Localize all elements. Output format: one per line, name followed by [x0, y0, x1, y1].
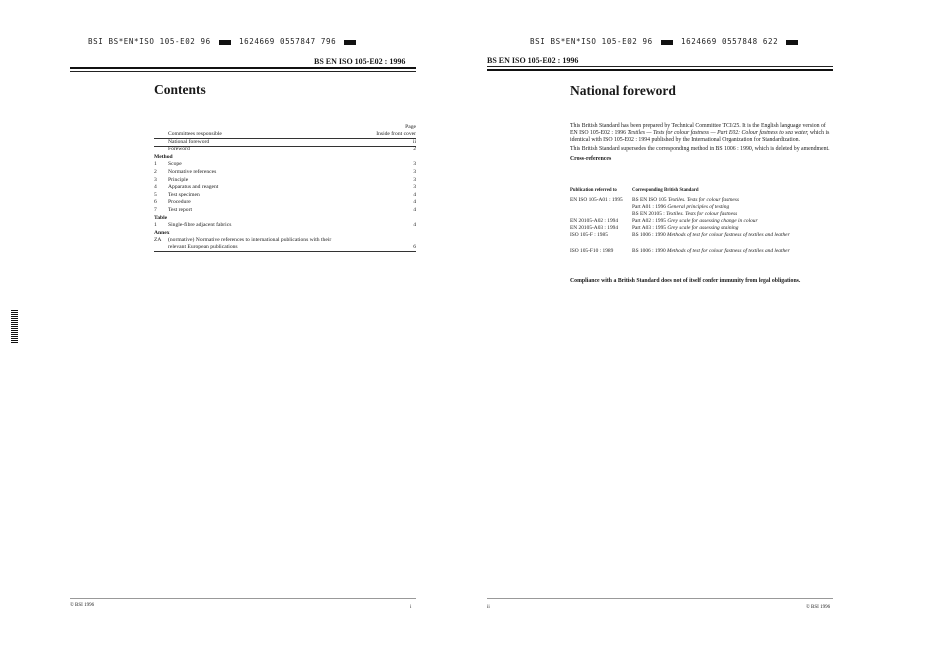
- contents-row-number: 3: [154, 176, 157, 183]
- contents-row: [154, 146, 416, 153]
- contents-row: [154, 169, 416, 176]
- contents-row-number: 1: [154, 222, 157, 229]
- col-header-publication: Publication referred to: [570, 188, 617, 193]
- contents-row-text: Scope: [168, 161, 182, 168]
- contents-row-text: Test report: [168, 207, 192, 213]
- contents-row: [154, 154, 416, 161]
- scan-code-tail: 1624669 0557848 622: [681, 37, 779, 46]
- contents-row: [154, 184, 416, 191]
- barcode-mark: [11, 310, 18, 344]
- scan-block-mark: [344, 40, 356, 45]
- scan-code-tail: 1624669 0557847 796: [239, 37, 337, 46]
- standard-id-left: BS EN ISO 105-E02 : 1996: [314, 57, 406, 66]
- footer-rule-right: [487, 598, 833, 599]
- footer-rule-left: [70, 598, 416, 599]
- cross-references-heading: Cross-references: [570, 156, 612, 163]
- contents-row-page: 3: [413, 176, 416, 183]
- contents-row-text: Apparatus and reagent: [168, 184, 219, 191]
- col-header-british-standard: Corresponding British Standard: [632, 188, 699, 193]
- xref-british-standard: Part A01 : 1996 General principles of testing: [632, 204, 730, 210]
- contents-row: [154, 161, 416, 168]
- national-foreword-title: National foreword: [570, 83, 676, 98]
- contents-row-page: 4: [413, 191, 416, 198]
- contents-row-text: Normative references: [168, 169, 217, 175]
- header-rule-left-2: [70, 71, 416, 72]
- xref-publication: ISO 105-F : 1985: [570, 232, 608, 238]
- contents-row-text: Method: [154, 153, 173, 160]
- contents-row: [154, 192, 416, 199]
- footer-copyright-right: © BSI 1996: [806, 605, 831, 610]
- contents-row-page: 3: [413, 169, 416, 175]
- contents-row-text: Test specimen: [168, 191, 200, 198]
- contents-row-text: Foreword: [168, 146, 190, 153]
- contents-row-page: 4: [413, 207, 416, 213]
- xref-british-standard: BS 1006 : 1990 Methods of test for colour fastness of textiles and leather: [632, 248, 790, 254]
- xref-british-standard: BS 1006 : 1990 Methods of test for colour fastness of textiles and leather: [632, 232, 790, 238]
- contents-row: [154, 177, 416, 184]
- contents-row: [154, 215, 416, 222]
- contents-row-page: 3: [413, 184, 416, 191]
- contents-row-text: (normative) Normative references to international publications with their: [168, 237, 332, 244]
- compliance-statement: Compliance with a British Standard does not of itself confer immunity from legal obligations.: [570, 278, 801, 284]
- xref-british-standard: BS EN ISO 105 Textiles. Tests for colour fastness: [632, 197, 739, 203]
- contents-row-text: Single-fibre adjacent fabrics: [168, 222, 232, 229]
- contents-row-number: 2: [154, 169, 157, 175]
- scan-block-mark: [219, 40, 231, 45]
- xref-publication: EN 20105-A03 : 1994: [570, 225, 619, 231]
- contents-row-page: ii: [412, 138, 416, 145]
- contents-row: [154, 222, 416, 229]
- contents-row-page: 6: [413, 243, 416, 250]
- contents-row: [154, 230, 416, 237]
- foreword-paragraph-1: This British Standard has been prepared by Technical Committee TCI/25. It is the English language version of EN ISO 105-E02 : 1996 Textiles — Tests for colour fastness — Part E02: Colour fastness to sea water, which is identical with ISO 105-E02 : 1994 published by the International Organization for Standardization.: [570, 123, 830, 143]
- contents-row-page: Inside front cover: [376, 131, 416, 137]
- cross-reference-table: [570, 188, 832, 266]
- foreword-paragraph-2: This British Standard supersedes the corresponding method in BS 1006 : 1990, which is deleted by amendment.: [570, 146, 830, 153]
- contents-row-text: relevant European publications: [168, 243, 238, 250]
- contents-row: [154, 244, 416, 252]
- footer-page-number-left: i: [410, 605, 412, 610]
- contents-row-number: 6: [154, 199, 157, 206]
- header-rule-left: [70, 67, 416, 69]
- contents-row: [154, 207, 416, 214]
- xref-publication: ISO 105-F10 : 1989: [570, 248, 614, 254]
- contents-title: Contents: [154, 82, 206, 97]
- scan-code-right: [530, 37, 801, 46]
- contents-row-page: 4: [413, 199, 416, 206]
- contents-row-number: 5: [154, 191, 157, 198]
- contents-row-text: National foreword: [168, 138, 210, 145]
- contents-row-page: 4: [413, 222, 416, 229]
- contents-row-text: Principle: [168, 176, 189, 183]
- footer-copyright-left: © BSI 1996: [70, 603, 95, 608]
- contents-row-number: 1: [154, 161, 157, 168]
- xref-publication: EN ISO 105-A01 : 1995: [570, 197, 623, 203]
- xref-british-standard: Part A02 : 1995 Grey scale for assessing change in colour: [632, 218, 758, 224]
- xref-british-standard: Part A03 : 1995 Grey scale for assessing staining: [632, 225, 739, 231]
- contents-table: Page Committees responsible Inside front cover National foreword ii Foreword 2 Method 1 Scope 3 2 Normative references 3 3 Principle 3 4 Apparatus and reagent 3 5 Test specimen 4 6 Procedure 4 7 Test report 4 Table 1 Single-fibre adjacent fabrics 4 Annex ZA (normative) Normative references to international publications with their relevant European publications 6: [154, 124, 416, 294]
- contents-row-text: Annex: [154, 229, 170, 236]
- xref-publication: EN 20105-A02 : 1994: [570, 218, 619, 224]
- xref-british-standard: BS EN 20105 : Textiles. Tests for colour fastness: [632, 211, 738, 217]
- contents-row-text: Table: [154, 214, 168, 221]
- scan-code-text: BSI BS*EN*ISO 105-E02 96: [530, 37, 653, 46]
- foreword-body: [570, 123, 832, 163]
- contents-row-number: 7: [154, 207, 157, 213]
- scan-code-text: BSI BS*EN*ISO 105-E02 96: [88, 37, 211, 46]
- scan-block-mark: [661, 40, 673, 45]
- contents-row-text: Committees responsible: [168, 131, 222, 137]
- scan-block-mark: [786, 40, 798, 45]
- contents-row-number: 4: [154, 184, 157, 191]
- contents-row-number: ZA: [154, 237, 162, 244]
- header-rule-right-2: [487, 69, 833, 71]
- standard-id-right: BS EN ISO 105-E02 : 1996: [487, 56, 579, 65]
- footer-page-number-right: ii: [487, 605, 490, 610]
- contents-row-page: 3: [413, 161, 416, 168]
- scan-code-left: [88, 37, 359, 46]
- contents-row-text: Procedure: [168, 199, 191, 206]
- header-rule-right: [487, 66, 833, 67]
- contents-row-page: 2: [413, 146, 416, 153]
- contents-row: [154, 199, 416, 206]
